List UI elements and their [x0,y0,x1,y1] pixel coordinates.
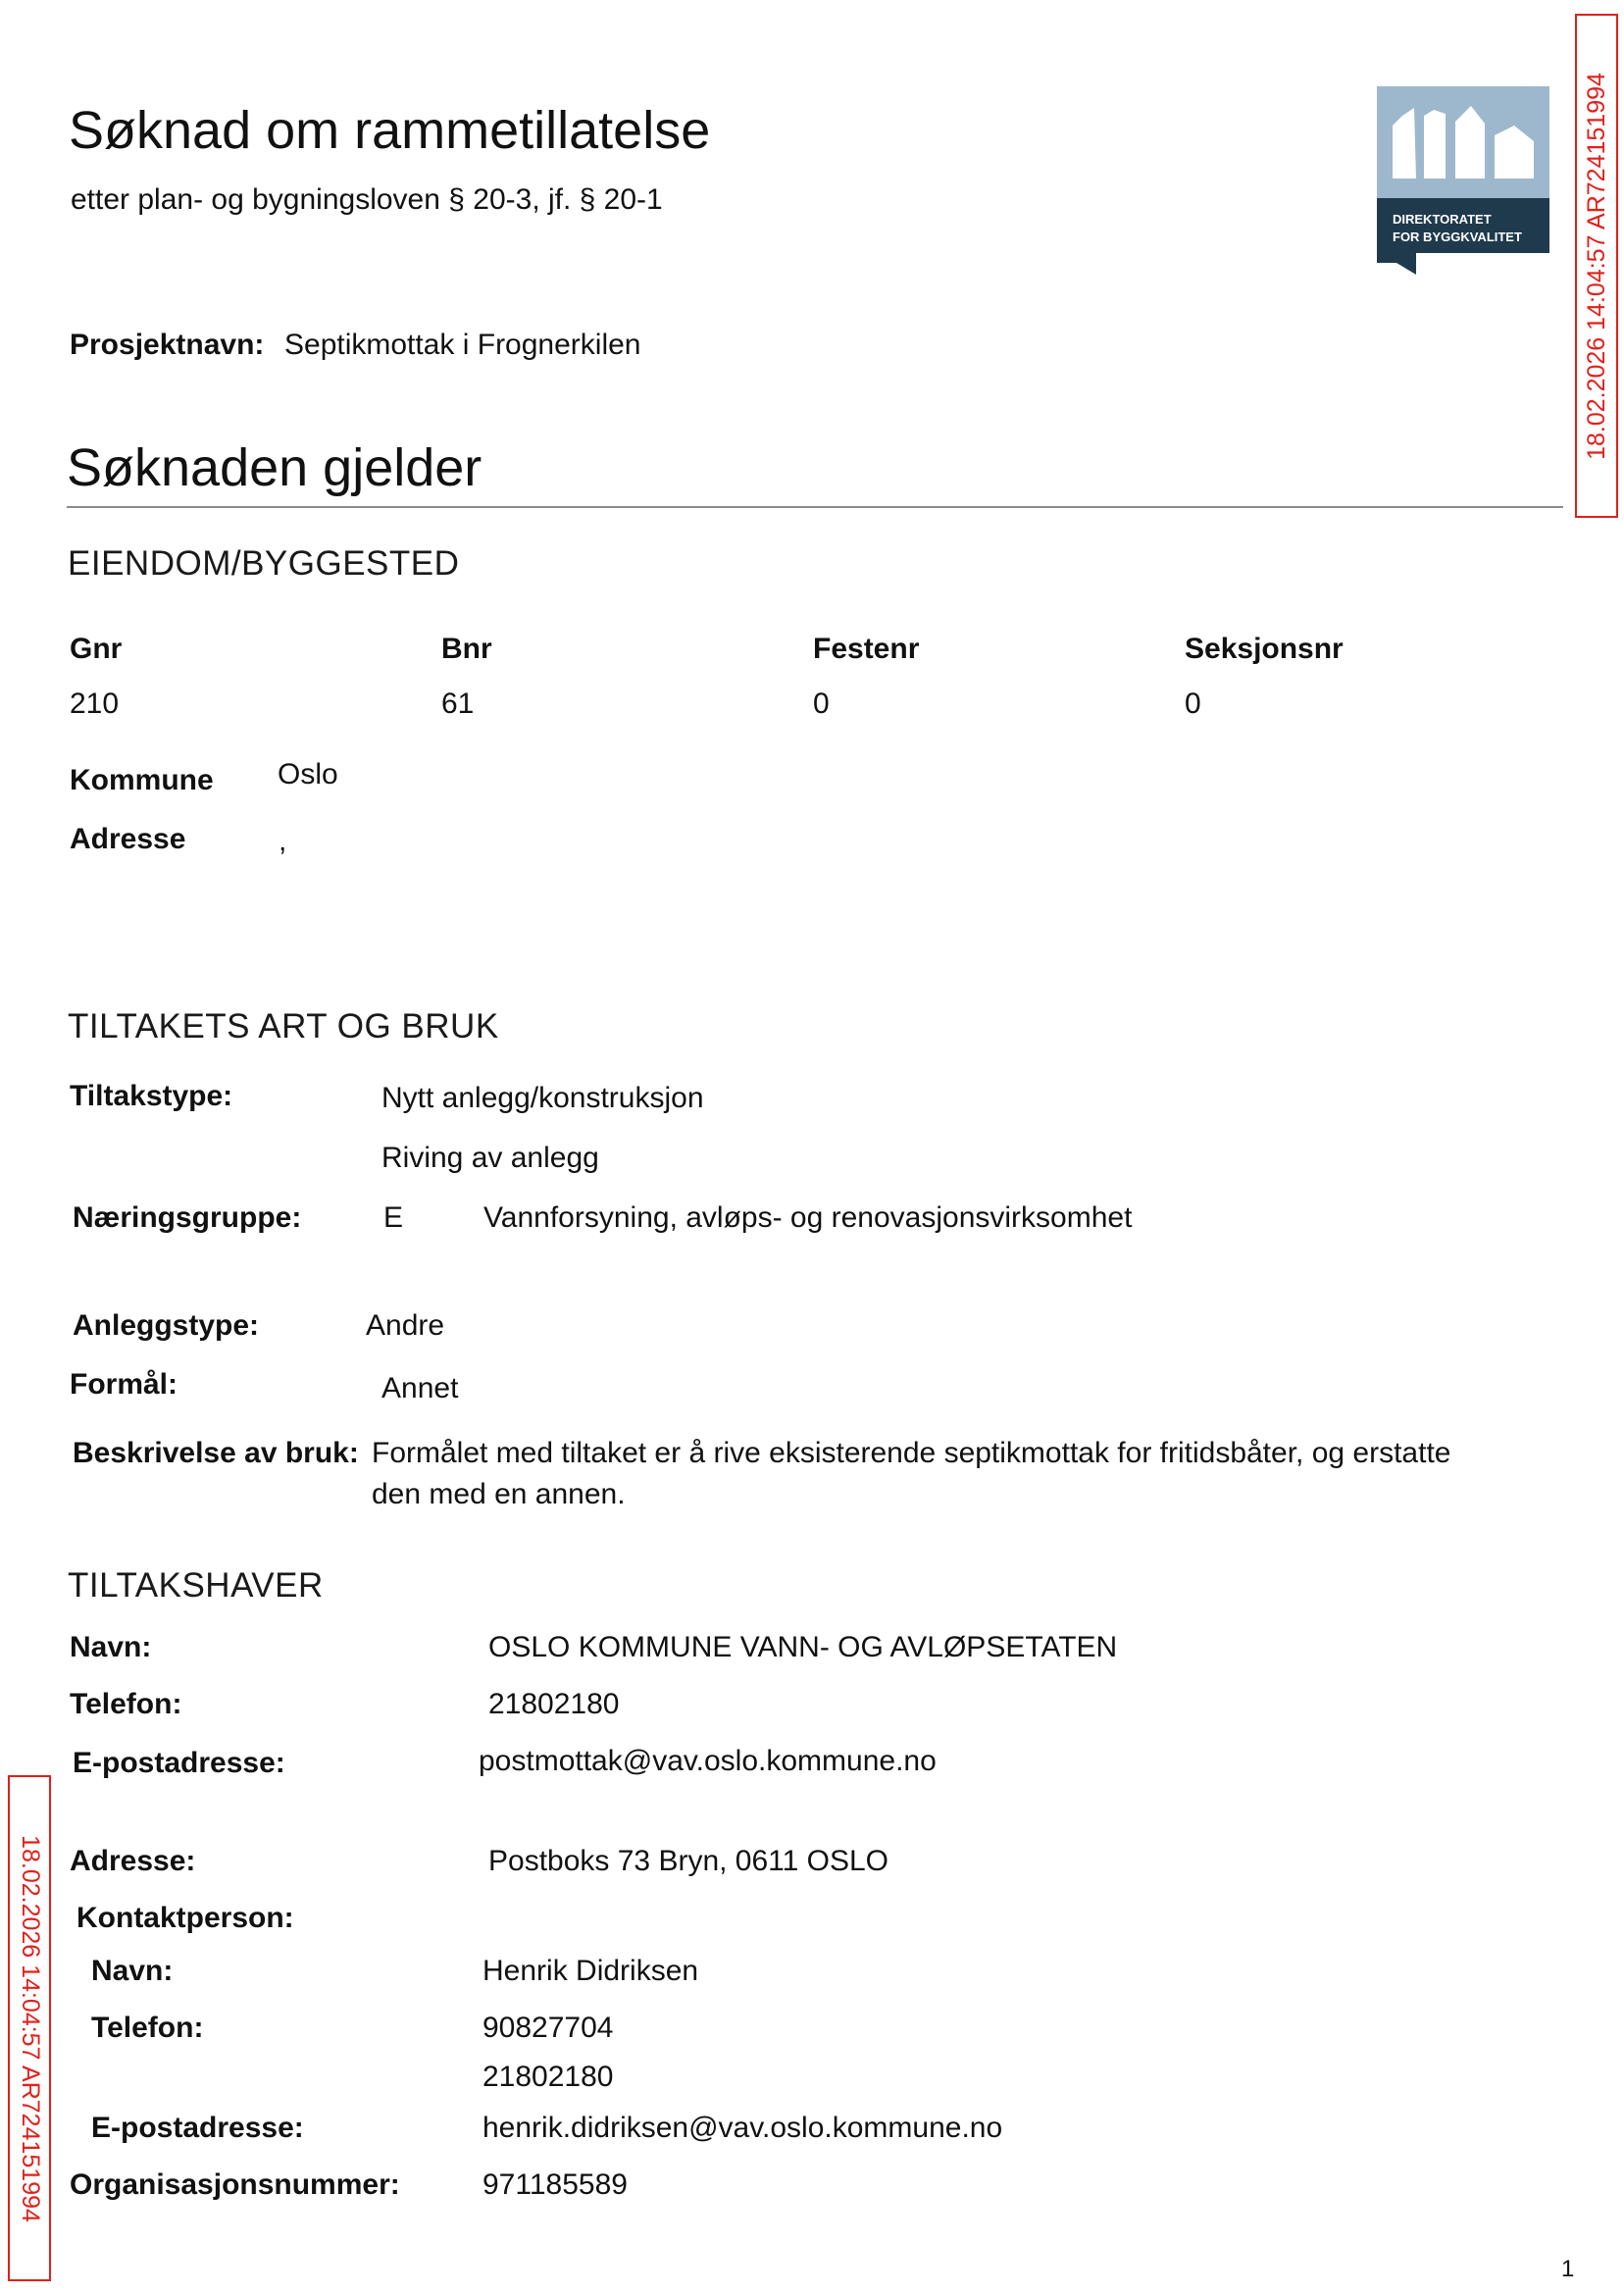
kontakt-epost-label: E-postadresse: [91,2112,304,2144]
receipt-stamp-left [8,1775,51,2281]
adresse-label: Adresse [70,823,186,855]
beskrivelse-label: Beskrivelse av bruk: [73,1437,359,1469]
owner-adresse-label: Adresse: [70,1845,196,1877]
kontakt-telefon-value-2: 21802180 [482,2061,614,2093]
kontakt-navn-label: Navn: [91,1955,174,1987]
kontakt-navn-value: Henrik Didriksen [482,1955,699,1987]
logo-line-1: DIREKTORATET [1393,212,1492,227]
formal-label: Formål: [70,1368,178,1401]
receipt-stamp-left-text: 18.02.2026 14:04:57 AR724151994 [16,1834,44,2222]
gnr-value: 210 [70,688,120,720]
tiltakstype-value-2: Riving av anlegg [381,1142,599,1174]
kommune-value: Oslo [278,758,338,790]
formal-value: Annet [381,1372,459,1404]
owner-navn-label: Navn: [70,1631,152,1663]
owner-telefon-label: Telefon: [70,1688,182,1720]
measure-heading: TILTAKETS ART OG BRUK [68,1007,499,1045]
owner-epost-value: postmottak@vav.oslo.kommune.no [479,1745,937,1777]
seksjonsnr-value: 0 [1185,688,1201,720]
logo-line-2: FOR BYGGKVALITET [1393,229,1522,244]
anleggstype-value: Andre [366,1309,445,1342]
beskrivelse-line-2: den med en annen. [372,1478,626,1510]
project-value: Septikmottak i Frognerkilen [284,329,641,361]
section-divider [67,506,1563,508]
project-label: Prosjektnavn: [70,329,265,361]
naeringsgruppe-value: Vannforsyning, avløps- og renovasjonsvirksomhet [483,1201,1133,1234]
dibk-logo [1377,86,1549,275]
bnr-label: Bnr [441,633,492,665]
document-title: Søknad om rammetillatelse [69,101,711,160]
page-number: 1 [1561,2256,1575,2282]
naeringsgruppe-label: Næringsgruppe: [73,1201,302,1234]
tiltakstype-value-1: Nytt anlegg/konstruksjon [381,1082,704,1114]
beskrivelse-line-1: Formålet med tiltaket er å rive eksisterende septikmottak for fritidsbåter, og erstatte [372,1437,1451,1469]
owner-adresse-value: Postboks 73 Bryn, 0611 OSLO [488,1845,889,1877]
bnr-value: 61 [441,688,475,720]
application-heading: Søknaden gjelder [67,438,482,497]
naeringsgruppe-code: E [383,1201,404,1234]
festenr-value: 0 [813,688,830,720]
anleggstype-label: Anleggstype: [73,1309,260,1342]
kontakt-telefon-label: Telefon: [91,2012,204,2044]
kommune-label: Kommune [70,764,214,796]
document-subtitle: etter plan- og bygningsloven § 20-3, jf. § 20-1 [71,183,663,216]
orgnr-label: Organisasjonsnummer: [70,2168,400,2201]
orgnr-value: 971185589 [482,2168,628,2201]
kontakt-epost-value: henrik.didriksen@vav.oslo.kommune.no [482,2112,1003,2144]
tiltakstype-label: Tiltakstype: [70,1080,233,1112]
owner-epost-label: E-postadresse: [73,1747,285,1779]
property-heading: EIENDOM/BYGGESTED [68,544,460,583]
kontaktperson-label: Kontaktperson: [76,1902,294,1934]
seksjonsnr-label: Seksjonsnr [1185,633,1344,665]
receipt-stamp-top-text: 18.02.2026 14:04:57 AR724151994 [1582,72,1610,460]
owner-heading: TILTAKSHAVER [68,1566,324,1605]
adresse-value: , [279,825,287,857]
gnr-label: Gnr [70,633,123,665]
owner-telefon-value: 21802180 [488,1688,620,1720]
festenr-label: Festenr [813,633,920,665]
receipt-stamp-top [1575,14,1618,518]
kontakt-telefon-value-1: 90827704 [482,2012,614,2044]
owner-navn-value: OSLO KOMMUNE VANN- OG AVLØPSETATEN [488,1631,1118,1663]
